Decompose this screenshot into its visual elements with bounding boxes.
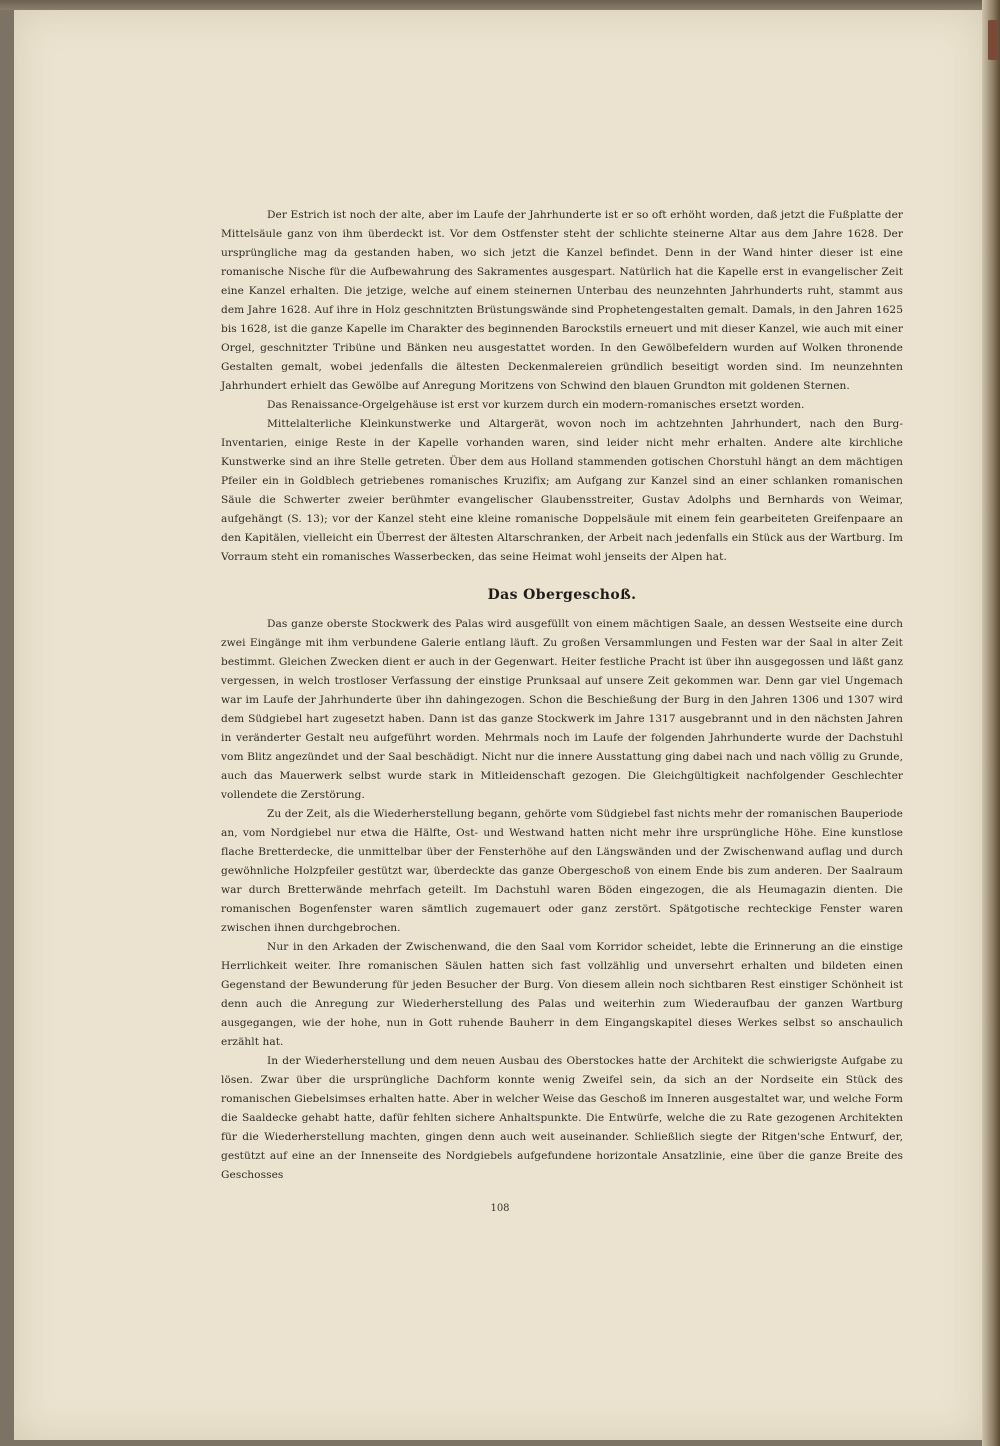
bookmark-ribbon bbox=[988, 20, 998, 60]
paragraph-chapel-floor: Der Estrich ist noch der alte, aber im Laufe der Jahrhunderte ist er so oft erhöht worden, daß jetzt die Fußplatte der Mittelsäule ganz von ihm überdeckt ist. Vor dem Ostfenster steht der schlichte steinerne Altar aus dem Jahre 1628. Der ursprüngliche mag da gestanden haben, wo sich jetzt die Kanzel befindet. Denn in der Wand hinter dieser ist eine romanische Nische für die Aufbewahrung des Sakramentes ausgespart. Natürlich hat die Kapelle erst in evangelischer Zeit eine Kanzel erhalten. Die jetzige, welche auf einem steinernen Unterbau des neunzehnten Jahrhunderts ruht, stammt aus dem Jahre 1628. Auf ihre in Holz geschnitzten Brüstungswände sind Prophetengestalten gemalt. Damals, in den Jahren 1625 bis 1628, ist die ganze Kapelle im Charakter des beginnenden Barockstils erneuert und mit dieser Kanzel, wie auch mit einer Orgel, geschnitzter Tribüne und Bänken neu ausgestattet worden. In den Gewölbefeldern wurden auf Wolken thronende Gestalten gemalt, wobei jedenfalls die ältesten Deckenmalereien gründlich beseitigt worden sind. Im neunzehnten Jahrhundert erhielt das Gewölbe auf Anregung Moritzens von Schwind den blauen Grundton mit goldenen Sternen. bbox=[221, 209, 903, 392]
scan-top-edge bbox=[0, 0, 1000, 10]
paragraph-upper-floor-hall: Das ganze oberste Stockwerk des Palas wird ausgefüllt von einem mächtigen Saale, an dessen Westseite eine durch zwei Eingänge mit ihm verbundene Galerie entlang läuft. Zu großen Versammlungen und Festen war der Saal in alter Zeit bestimmt. Gleichen Zwecken dient er auch in der Gegenwart. Heiter festliche Pracht ist über ihn ausgegossen und läßt ganz vergessen, in welch trostloser Verfassung der einstige Prunksaal auf unsere Zeit gekommen war. Denn gar viel Ungemach war im Laufe der Jahrhunderte über ihn dahingezogen. Schon die Beschießung der Burg in den Jahren 1306 und 1307 wird dem Südgiebel hart zugesetzt haben. Dann ist das ganze Stockwerk im Jahre 1317 ausgebrannt und in den nächsten Jahren in veränderter Gestalt neu aufgeführt worden. Mehrmals noch im Laufe der folgenden Jahrhunderte wurde der Dachstuhl vom Blitz angezündet und der Saal beschädigt. Nicht nur die innere Ausstattung ging dabei nach und nach völlig zu Grunde, auch das Mauerwerk selbst wurde stark in Mitleidenschaft gezogen. Die Gleichgültigkeit nachfolgender Geschlechter vollendete die Zerstörung. bbox=[221, 618, 903, 801]
paragraph-architect-task: In der Wiederherstellung und dem neuen Ausbau des Oberstockes hatte der Architekt die schwierigste Aufgabe zu lösen. Zwar über die ursprüngliche Dachform konnte wenig Zweifel sein, da sich an der Nordseite ein Stück des romanischen Giebelsimses erhalten hatte. Aber in welcher Weise das Geschoß im Inneren ausgestaltet war, und welche Form die Saaldecke gehabt hatte, dafür fehlten sichere Anhaltspunkte. Die Entwürfe, welche die zu Rate gezogenen Architekten für die Wiederherstellung machten, gingen denn auch weit auseinander. Schließlich siegte der Ritgen'sche Entwurf, der, gestützt auf eine an der Innenseite des Nordgiebels aufgefundene horizontale Ansatzlinie, eine über die ganze Breite des Geschosses bbox=[221, 1055, 903, 1181]
paragraph-restoration-state: Zu der Zeit, als die Wiederherstellung begann, gehörte vom Südgiebel fast nichts mehr der romanischen Bauperiode an, vom Nordgiebel nur etwa die Hälfte, Ost- und Westwand hatten nicht mehr ihre ursprüngliche Höhe. Eine kunstlose flache Bretterdecke, die unmittelbar über der Fensterhöhe auf den Längswänden und der Zwischenwand auflag und durch gewöhnliche Holzpfeiler gestützt war, überdeckte das ganze Obergeschoß von einem Ende bis zum anderen. Der Saalraum war durch Bretterwände mehrfach geteilt. Im Dachstuhl waren Böden eingezogen, die als Heumagazin dienten. Die romanischen Bogenfenster waren sämtlich zugemauert oder ganz zerstört. Spätgotische rechteckige Fenster waren zwischen ihnen durchgebrochen. bbox=[221, 808, 903, 934]
paragraph-arcades: Nur in den Arkaden der Zwischenwand, die den Saal vom Korridor scheidet, lebte die Erinnerung an die einstige Herrlichkeit weiter. Ihre romanischen Säulen hatten sich fast vollzählig und unversehrt erhalten und bildeten einen Gegenstand der Bewunderung für jeden Besucher der Burg. Von diesem allein noch sichtbaren Rest einstiger Schönheit ist denn auch die Anregung zur Wiederherstellung des Palas und weiterhin zum Wiederaufbau der ganzen Wartburg ausgegangen, wie der hohe, nun in Gott ruhende Bauherr in dem Eingangskapitel dieses Werkes selbst so anschaulich erzählt hat. bbox=[221, 941, 903, 1048]
page-number: 108 bbox=[490, 1203, 510, 1214]
section-heading: Das Obergeschoß. bbox=[487, 587, 637, 603]
paragraph-artworks: Mittelalterliche Kleinkunstwerke und Altargerät, wovon noch im achtzehnten Jahrhundert, nach den Burg-Inventarien, einige Reste in der Kapelle vorhanden waren, sind leider nicht mehr erhalten. Andere alte kirchliche Kunstwerke sind an ihre Stelle getreten. Über dem aus Holland stammenden gotischen Chorstuhl hängt an dem mächtigen Pfeiler ein in Goldblech getriebenes romanisches Kruzifix; am Aufgang zur Kanzel sind an einer schlanken romanischen Säule die Schwerter zweier berühmter evangelischer Glaubensstreiter, Gustav Adolphs und Bernhards von Weimar, aufgehängt (S. 13); vor der Kanzel steht eine kleine romanische Doppelsäule mit einem fein gearbeiteten Greifenpaare an den Kapitälen, vielleicht ein Überrest der ältesten Altarschranken, der Arbeit nach jedenfalls ein Stück aus der Wartburg. Im Vorraum steht ein romanisches Wasserbecken, das seine Heimat wohl jenseits der Alpen hat. bbox=[221, 418, 903, 563]
page-text-block bbox=[221, 206, 903, 1185]
paragraph-organ-case: Das Renaissance-Orgelgehäuse ist erst vor kurzem durch ein modern-romanisches ersetzt worden. bbox=[267, 399, 805, 411]
page-stack-edge bbox=[982, 0, 1000, 1446]
